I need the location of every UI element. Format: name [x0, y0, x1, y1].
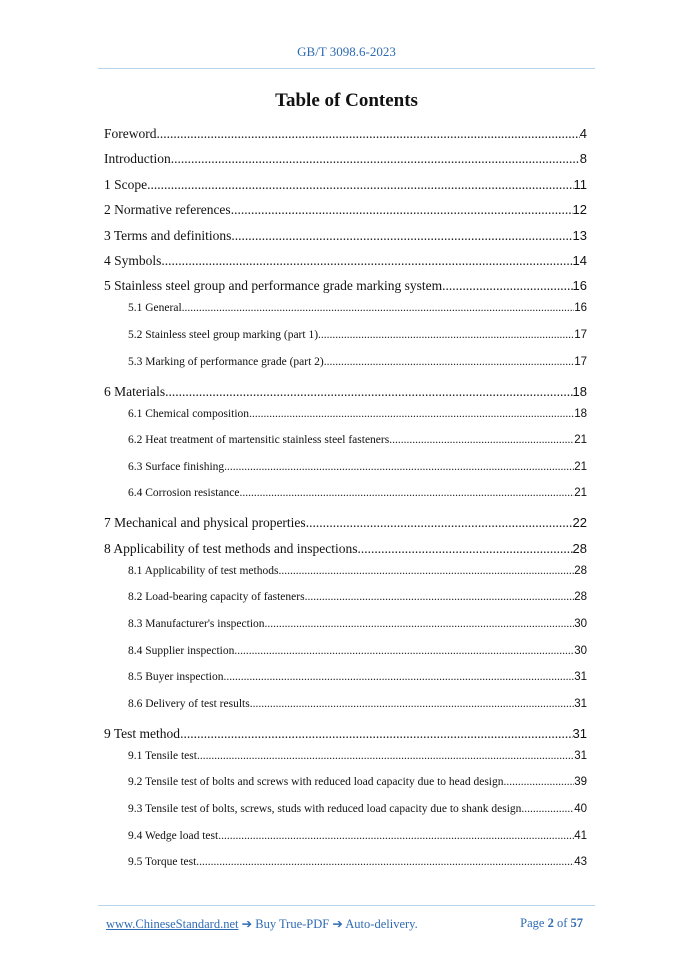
toc-dot-leader [182, 302, 575, 314]
buy-true-pdf-link[interactable]: Buy True-PDF [255, 917, 330, 931]
toc-entry[interactable] [104, 726, 587, 742]
toc-entry-page: 22 [572, 515, 587, 531]
toc-entry-page: 30 [574, 618, 587, 630]
toc-entry[interactable] [104, 253, 587, 269]
toc-entry-title: 8.4 Supplier inspection [128, 644, 235, 657]
toc-entry-page: 31 [574, 671, 587, 684]
toc-entry-title: 9.5 Torque test [128, 856, 197, 869]
toc-entry-page: 16 [572, 278, 587, 294]
toc-entry-page: 31 [574, 697, 587, 710]
toc-entry[interactable] [104, 671, 587, 683]
toc-dot-leader [521, 803, 574, 815]
toc-entry-title: 6.3 Surface finishing [128, 460, 225, 473]
toc-dot-leader [442, 278, 572, 294]
toc-entry-page: 28 [572, 540, 587, 556]
toc-dot-leader [318, 329, 574, 341]
toc-entry-page: 17 [574, 329, 587, 341]
toc-dot-leader [324, 356, 574, 368]
toc-entry[interactable] [104, 487, 587, 499]
toc-entry[interactable] [104, 541, 587, 557]
toc-entry-page: 18 [572, 383, 587, 399]
toc-entry-title: 5.2 Stainless steel group marking (part 1) [128, 329, 319, 341]
toc-entry[interactable] [104, 384, 587, 400]
toc-entry-title: 2 Normative references [104, 202, 231, 218]
toc-entry-page: 4 [579, 126, 587, 141]
toc-entry-title: Introduction [104, 151, 171, 167]
toc-entry[interactable] [104, 830, 587, 842]
toc-entry-title: 6.1 Chemical composition [128, 407, 250, 420]
page-title: Table of Contents [275, 90, 418, 111]
toc-entry-page: 21 [574, 434, 587, 447]
toc-entry-title: 1 Scope [104, 176, 148, 192]
toc-dot-leader [504, 776, 575, 788]
toc-entry-title: 4 Symbols [104, 253, 162, 268]
toc-dot-leader [250, 698, 575, 710]
toc-entry-page: 17 [574, 355, 587, 368]
toc-dot-leader [171, 151, 580, 167]
toc-entry-page: 13 [572, 227, 587, 243]
toc-entry-title: 8.6 Delivery of test results [128, 697, 250, 710]
current-page: 2 [547, 916, 554, 930]
header-divider [98, 68, 595, 69]
toc-entry-page: 39 [574, 776, 587, 789]
toc-entry-title: 8.5 Buyer inspection [128, 671, 224, 684]
toc-entry-page: 31 [572, 725, 587, 741]
toc-entry-title: 5 Stainless steel group and performance grade marking system [104, 278, 443, 294]
website-link[interactable]: www.ChineseStandard.net [106, 917, 239, 931]
toc-entry[interactable] [104, 356, 587, 368]
toc-entry-title: 9.3 Tensile test of bolts, screws, studs with reduced load capacity due to shank design [128, 803, 522, 815]
toc-entry-page: 12 [572, 202, 587, 218]
toc-dot-leader [218, 830, 574, 842]
toc-entry[interactable] [104, 515, 587, 531]
toc-entry-page: 28 [574, 564, 587, 577]
arrow-icon: ➔ [332, 917, 343, 931]
toc-dot-leader [180, 726, 572, 742]
toc-entry[interactable] [104, 151, 587, 167]
toc-entry-page: 8 [579, 151, 587, 167]
auto-delivery-text: Auto-delivery. [345, 917, 418, 931]
toc-dot-leader [231, 202, 573, 218]
toc-entry[interactable] [104, 126, 587, 142]
toc-entry[interactable] [104, 408, 587, 420]
toc-entry-page: 14 [572, 253, 587, 268]
document-header: GB/T 3098.6-2023 [297, 44, 396, 59]
toc-dot-leader [389, 434, 574, 446]
toc-entry[interactable] [104, 329, 587, 341]
footer-left [106, 916, 418, 932]
toc-entry-title: 8 Applicability of test methods and inspections [104, 540, 358, 556]
toc-entry[interactable] [104, 776, 587, 788]
toc-entry[interactable] [104, 750, 587, 762]
toc-entry-page: 43 [574, 856, 587, 869]
toc-entry[interactable] [104, 434, 587, 446]
toc-entry-title: 5.3 Marking of performance grade (part 2) [128, 355, 324, 368]
toc-dot-leader [197, 750, 574, 762]
toc-entry-page: 21 [574, 487, 587, 500]
toc-entry[interactable] [104, 177, 587, 193]
toc-entry[interactable] [104, 645, 587, 657]
toc-entry-page: 40 [574, 803, 587, 815]
toc-entry-page: 18 [574, 407, 587, 420]
page-of-label: of [556, 916, 568, 930]
toc-entry-page: 21 [574, 460, 587, 473]
toc-dot-leader [278, 565, 574, 577]
toc-dot-leader [224, 671, 575, 683]
toc-entry-page: 31 [574, 749, 587, 762]
toc-dot-leader [249, 408, 574, 420]
toc-entry[interactable] [104, 302, 587, 314]
toc-dot-leader [265, 618, 575, 630]
toc-entry[interactable] [104, 591, 587, 603]
arrow-icon: ➔ [241, 917, 253, 931]
toc-dot-leader [196, 856, 574, 868]
toc-dot-leader [306, 515, 573, 531]
total-pages: 57 [570, 916, 583, 930]
toc-dot-leader [234, 645, 574, 657]
page-indicator [520, 916, 583, 931]
toc-entry-title: 9.1 Tensile test [128, 749, 197, 762]
toc-entry-page: 16 [574, 302, 587, 315]
toc-dot-leader [305, 591, 575, 603]
toc-entry[interactable] [104, 461, 587, 473]
toc-entry[interactable] [104, 618, 587, 630]
toc-entry[interactable] [104, 803, 587, 815]
toc-entry[interactable] [104, 856, 587, 868]
toc-entry-title: 8.2 Load-bearing capacity of fasteners [128, 591, 305, 604]
toc-entry-page: 41 [574, 829, 587, 842]
toc-dot-leader [165, 384, 572, 400]
toc-entry-title: 9.4 Wedge load test [128, 829, 219, 842]
page-label: Page [520, 916, 545, 930]
toc-entry-title: 8.1 Applicability of test methods [128, 564, 279, 577]
toc-entry-title: 5.1 General [128, 302, 182, 315]
toc-entry[interactable] [104, 202, 587, 218]
footer-divider [98, 905, 595, 906]
toc-entry[interactable] [104, 278, 587, 294]
toc-entry-title: 3 Terms and definitions [104, 227, 232, 243]
toc-entry[interactable] [104, 565, 587, 577]
toc-dot-leader [231, 228, 572, 244]
toc-entry[interactable] [104, 228, 587, 244]
toc-entry-page: 28 [574, 591, 587, 604]
toc-entry-page: 30 [574, 644, 587, 657]
toc-entry-title: 6.2 Heat treatment of martensitic stainless steel fasteners [128, 434, 390, 447]
toc-dot-leader [157, 126, 580, 142]
toc-entry-title: 6.4 Corrosion resistance [128, 487, 240, 500]
toc-dot-leader [357, 541, 572, 557]
toc-entry-title: 9 Test method [104, 725, 181, 741]
toc-dot-leader [224, 461, 574, 473]
toc-dot-leader [147, 177, 573, 193]
toc-entry-title: 8.3 Manufacturer's inspection [128, 618, 265, 630]
toc-dot-leader [239, 487, 574, 499]
toc-entry-title: 7 Mechanical and physical properties [104, 515, 306, 531]
toc-entry-title: 9.2 Tensile test of bolts and screws with reduced load capacity due to head design [128, 776, 504, 789]
toc-entry-page: 11 [573, 176, 587, 192]
toc-entry-title: 6 Materials [104, 383, 166, 399]
toc-entry-title: Foreword [104, 126, 157, 141]
toc-entry[interactable] [104, 698, 587, 710]
toc-dot-leader [161, 253, 572, 269]
